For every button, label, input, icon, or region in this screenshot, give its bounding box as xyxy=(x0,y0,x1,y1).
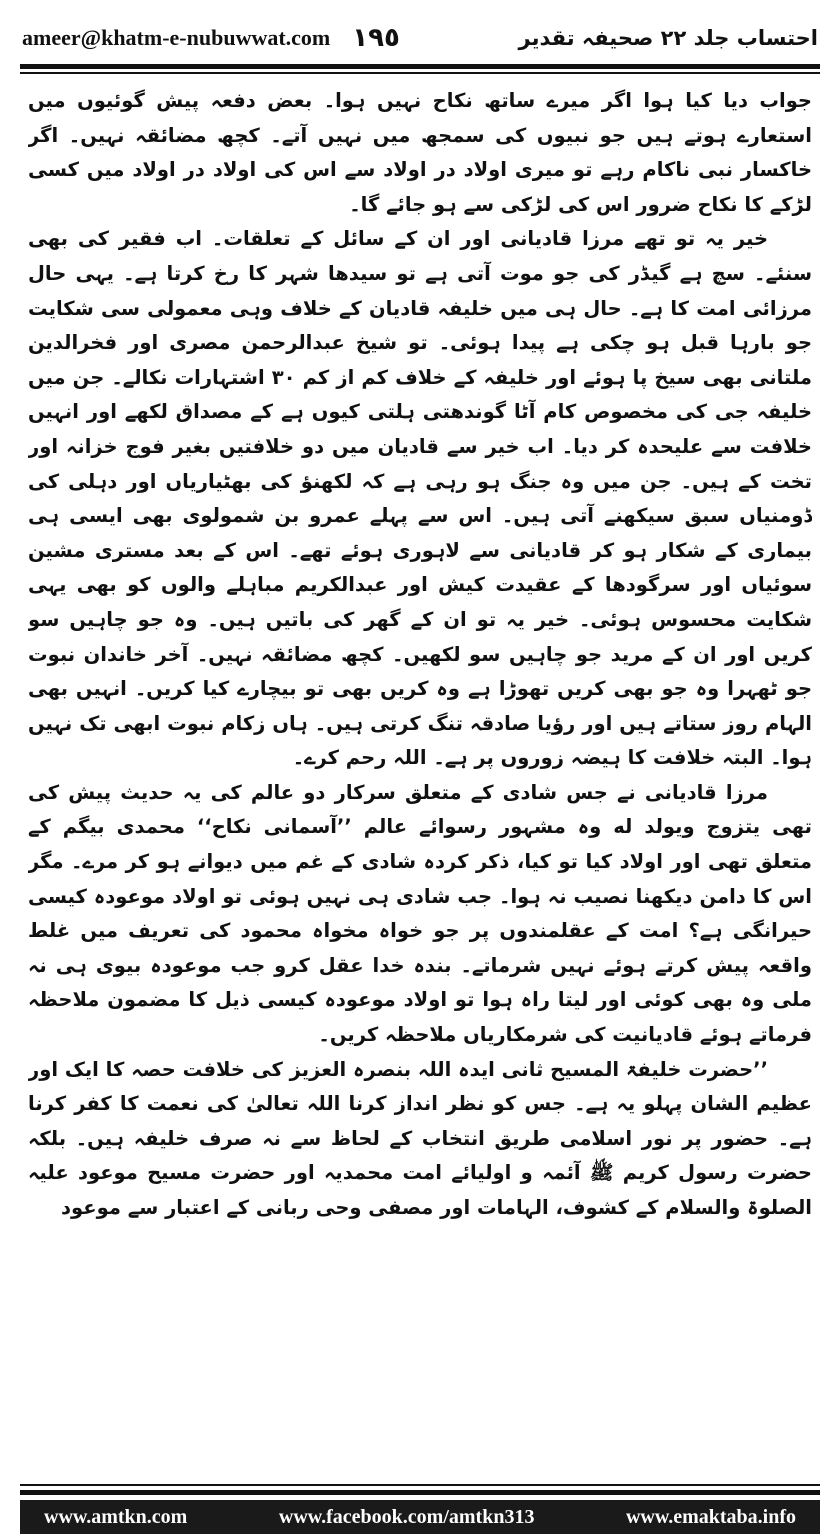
header-rule-thin xyxy=(20,72,820,74)
paragraph-1: جواب دیا کیا ہوا اگر میرے ساتھ نکاح نہیں ہوا۔ بعض دفعہ پیش گوئیوں میں استعارے ہوتے ہیں جو نبیوں کی سمجھ میں نہیں آتے۔ کچھ مضائقہ نہیں۔ اگر خاکسار نبی ناکام رہے تو میری اولاد در اولاد سے اس کی اولاد در اولاد میں کسی لڑکے کا نکاح ضرور اس کی لڑکی سے ہو جائے گا۔ xyxy=(28,89,812,216)
page-number: ١٩٥ xyxy=(352,23,400,53)
footer-rule-thin xyxy=(20,1484,820,1486)
page-header xyxy=(22,18,818,58)
page-body xyxy=(28,84,812,1474)
header-email: ameer@khatm-e-nubuwwat.com xyxy=(22,25,331,50)
paragraph-4-quote: ’’حضرت خلیفۃ المسیح ثانی ایدہ اللہ بنصرہ العزیز کی خلافت حصہ کا ایک اور عظیم الشان پہلو یہ ہے۔ جس کو نظر انداز کرنا اللہ تعالیٰ کی نعمت کا کفر کرنا ہے۔ حضور پر نور اسلامی طریق انتخاب کے لحاظ سے نہ صرف خلیفہ ہیں۔ بلکہ حضرت رسول کریم ﷺ آئمہ و اولیائے امت محمدیہ اور حضرت مسیح موعود علیہ الصلوۃ والسلام کے کشوف، الہامات اور مصفی وحی ربانی کے اعتبار سے موعود xyxy=(28,1057,812,1219)
page-footer xyxy=(20,1500,820,1534)
header-rule-thick xyxy=(20,64,820,69)
footer-link-amtkn[interactable]: www.amtkn.com xyxy=(44,1505,188,1528)
header-left xyxy=(22,23,400,53)
footer-rule-thick xyxy=(20,1490,820,1495)
footer-link-facebook[interactable]: www.facebook.com/amtkn313 xyxy=(278,1505,535,1528)
paragraph-2: خیر یہ تو تھے مرزا قادیانی اور ان کے سائل کے تعلقات۔ اب فقیر کی بھی سنئے۔ سچ ہے گیڈر کی جو موت آتی ہے تو سیدھا شہر کا رخ کرتا ہے۔ یہی حال مرزائی امت کا ہے۔ حال ہی میں خلیفہ قادیان کے خلاف وہی معمولی سی شکایت جو بارہا قبل ہو چکی ہے پیدا ہوئی۔ تو شیخ عبدالرحمن مصری اور فخرالدین ملتانی بھی سیخ پا ہوئے اور خلیفہ کے خلاف کم از کم ۳۰ اشتہارات نکالے۔ جن میں خلیفہ جی کی مخصوص کام آٹا گوندھتی ہلتی کیوں ہے کے مصداق لکھے اور انہیں خلافت سے علیحدہ کر دیا۔ اب خیر سے قادیان میں دو خلافتیں بغیر فوج خزانہ اور تخت کے ہیں۔ جن میں وہ جنگ ہو رہی ہے کہ لکھنؤ کی بھٹیاریاں اور دہلی کی ڈومنیاں سبق سیکھنے آتی ہیں۔ اس سے پہلے عمرو بن شمولوی بھی ایسی ہی بیماری کے شکار ہو کر قادیانی سے لاہوری ہوئے تھے۔ اس کے بعد مستری مشین سوئیاں اور سرگودھا کے عقیدت کیش اور عبدالکریم مباہلے والوں کو بھی یہی شکایت محسوس ہوئی۔ خیر یہ تو ان کے گھر کی باتیں ہیں۔ وہ جو چاہیں سو کریں اور ان کے مرید جو چاہیں سو لکھیں۔ کچھ مضائقہ نہیں۔ آخر خاندان نبوت جو ٹھہرا وہ جو بھی کریں تھوڑا ہے وہ کریں بھی تو بیچارے کیا کریں۔ انہیں بھی الہام روز ستاتے ہیں اور رؤیا صادقہ تنگ کرتی ہیں۔ ہاں زکام نبوت ابھی تک نہیں ہوا۔ البتہ خلافت کا ہیضہ زوروں پر ہے۔ اللہ رحم کرے۔ xyxy=(28,227,812,770)
book-title: احتساب جلد ۲۲ صحیفہ تقدیر xyxy=(518,26,818,50)
footer-link-emaktaba[interactable]: www.emaktaba.info xyxy=(625,1505,796,1528)
paragraph-3: مرزا قادیانی نے جس شادی کے متعلق سرکار دو عالم کی یہ حدیث پیش کی تھی یتزوج ویولد له وہ مشہور رسوائے عالم ’’آسمانی نکاح‘‘ محمدی بیگم کے متعلق تھی اور اولاد کیا تو کیا، ذکر کردہ شادی کے غم میں دیوانے ہو کر مرے۔ مگر اس کا دامن دیکھنا نصیب نہ ہوا۔ جب شادی ہی نہیں ہوئی تو اولاد موعودہ کیسی حیرانگی ہے؟ امت کے عقلمندوں پر جو خواہ مخواہ محمود کی تعریف میں غلط واقعہ پیش کرتے ہوئے نہیں شرماتے۔ بندہ خدا عقل کرو جب موعودہ بیوی ہی نہ ملی وہ بھی کوئی اور لیتا راہ ہوا تو اولاد موعودہ کیسی ذیل کا مضمون ملاحظہ فرماتے ہوئے قادیانیت کی شرمکاریاں ملاحظہ کریں۔ xyxy=(28,780,812,1047)
